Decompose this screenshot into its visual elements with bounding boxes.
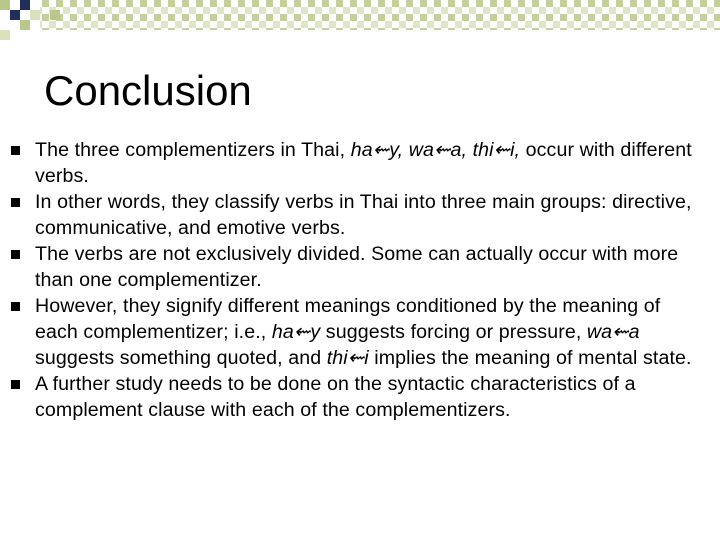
bullet-text: The three complementizers in Thai, xyxy=(35,139,351,161)
bullet-item xyxy=(0,293,720,371)
thai-term: ha⇜y, wa⇜a, thi⇜i, xyxy=(350,139,521,161)
slide-title: Conclusion xyxy=(44,67,252,114)
bullet-item xyxy=(0,189,720,241)
thai-term: thi⇜i xyxy=(326,347,369,369)
bullet-text: occur with different verbs. xyxy=(35,139,692,187)
bullet-text: The verbs are not exclusively divided. Some can actually occur with more than one complementizer. xyxy=(35,243,679,291)
thai-term: ha⇜y xyxy=(271,321,321,343)
bullet-list xyxy=(0,137,720,423)
bullet-text: In other words, they classify verbs in Thai into three main groups: directive, communicative, and emotive verbs. xyxy=(35,191,692,239)
thai-term: wa⇜a xyxy=(586,321,640,343)
bullet-text: suggests something quoted, and xyxy=(35,347,327,369)
bullet-text: A further study needs to be done on the syntactic characteristics of a complement clause with each of the complementizers. xyxy=(35,373,636,421)
bullet-item xyxy=(0,371,720,423)
bullet-square-icon xyxy=(11,198,20,207)
bullet-text: implies the meaning of mental state. xyxy=(368,347,692,369)
bullet-item xyxy=(0,137,720,189)
bullet-square-icon xyxy=(11,302,20,311)
bullet-square-icon xyxy=(11,380,20,389)
bullet-text: suggests forcing or pressure, xyxy=(320,321,587,343)
bullet-item xyxy=(0,241,720,293)
header-decoration xyxy=(0,0,720,50)
bullet-square-icon xyxy=(11,250,20,259)
bullet-square-icon xyxy=(11,146,20,155)
bullet-text: However, they signify different meanings conditioned by the meaning of each complementizer; i.e., xyxy=(35,295,661,343)
